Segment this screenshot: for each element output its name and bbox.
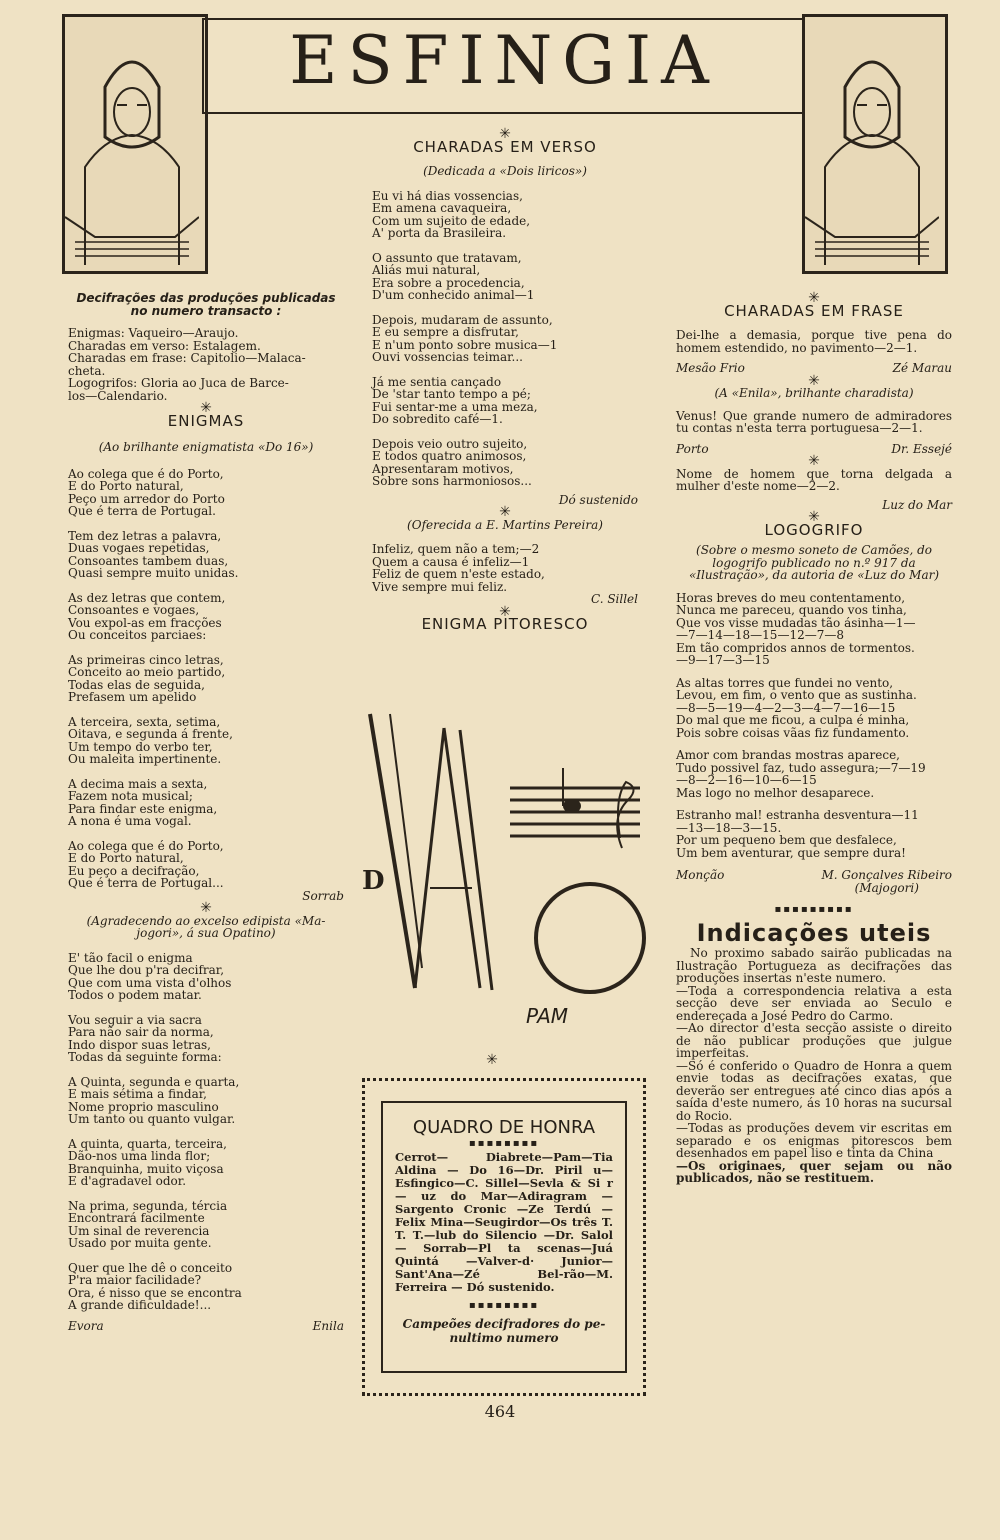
signature-author: Dr. Essejé: [891, 441, 952, 456]
separator-star: ✳: [486, 1052, 498, 1068]
charada: Dei-lhe a demasia, porque tive pena do homem estendido, no pavimento—2—1.: [676, 328, 952, 355]
charada: Nome de homem que torna delgada a mulher d'este nome—2—2.: [676, 466, 952, 493]
signature: Dó sustenido: [558, 492, 638, 507]
stanza: A quinta, quarta, terceira, Dão-nos uma linda flor; Branquinha, muito viçosa E d'agradavel odor.: [68, 1136, 227, 1188]
signature-place: Porto: [676, 441, 709, 456]
quadro-de-honra-inner: [381, 1101, 627, 1373]
enigma-pitoresco-drawing: [360, 708, 650, 1038]
dedication: (Agradecendo ao excelso edipista «Ma- jogori», á sua Opatino): [86, 913, 326, 940]
stanza: Depois veio outro sujeito, E todos quatro animosos, Apresentaram motivos, Sobre sons harmoniosos...: [372, 436, 532, 488]
dedication: (Oferecida a E. Martins Pereira): [407, 517, 603, 532]
separator-star: ✳: [808, 372, 820, 389]
decifracoes-title: Decifrações das produções publicadas no numero transacto :: [76, 291, 336, 318]
signature: C. Sillel: [590, 592, 638, 606]
separator-star: ✳: [808, 290, 820, 306]
enigma-pitoresco-title: ENIGMA PITORESCO: [421, 615, 589, 633]
signature-row: [68, 1320, 344, 1333]
logogrifo-title: LOGOGRIFO: [764, 520, 864, 539]
signature-place: Monção: [676, 868, 725, 882]
indicacao-item: —Toda a correspondencia relativa a esta secção deve ser enviada ao Seculo e endereçada a José Pedro do Carmo.: [676, 983, 952, 1023]
indicacoes-title: Indicações uteis: [696, 918, 932, 947]
sphinx-illustration-right: [802, 14, 948, 274]
stanza: Infeliz, quem não a tem;—2 Quem a causa é infeliz—1 Feliz de quem n'este estado, Vive sempre mui feliz.: [372, 542, 545, 594]
stanza: Eu vi há dias vossencias, Em amena cavaqueira, Com um sujeito de edade, A' porta da Brasileira.: [372, 188, 531, 240]
page-number: 464: [484, 1402, 516, 1421]
stanza: As primeiras cinco letras, Conceito ao meio partido, Todas elas de seguida, Prefasem um apelido: [68, 652, 226, 704]
separator-star: ✳: [499, 603, 511, 620]
stanza: Quer que lhe dê o conceito P'ra maior facilidade? Ora, é nisso que se encontra A grande dificuldade!...: [68, 1260, 242, 1312]
ornament: ▪▪▪▪▪▪▪▪: [468, 1300, 540, 1311]
stanza: A terceira, sexta, setima, Oitava, e segunda á frente, Um tempo do verbo ter, Ou maleita impertinente.: [68, 714, 233, 766]
sphinx-illustration-left: [62, 14, 208, 274]
stanza: E' tão facil o enigma Que lhe dou p'ra decifrar, Que com uma vista d'olhos Todos o podem matar.: [68, 950, 232, 1002]
right-column: [676, 292, 952, 1185]
stanza: Horas breves do meu contentamento, Nunca me pareceu, quando vos tinha, Que vos visse mudadas tão ásinha—1— —7—14—18—15—12—7—8 Em tão compridos annos de tormentos. —9—17—3—15: [676, 590, 916, 667]
quadro-de-honra-box: [362, 1078, 646, 1396]
stanza: Vou seguir a via sacra Para não sair da norma, Indo dispor suas letras, Todas da seguinte forma:: [68, 1012, 222, 1064]
dedication: (A «Enila», brilhante charadista): [714, 386, 914, 400]
quadro-de-honra-names: Cerrot— Diabrete—Pam—Tia Aldina — Do 16—Dr. Piril u— Esfingico—C. Sillel—Sevla & Si r— uz do Mar—Adiragram —Sargento Cronic —Ze Terdú — Felix Mina—Seugirdor—Os três T. T. T.—lub do Silencio —Dr. Salol — Sorrab—Pl ta scenas—Juá Quintá —Valver-d· Junior—Sant'Ana—Zé Bel-rão—M. Ferreira — Dó sustenido.: [395, 1150, 613, 1294]
separator-star: ✳: [808, 509, 820, 525]
indicacao-item: No proximo sabado sairão publicadas na Ilustração Portugueza as decifrações das produções insertas n'este numero.: [676, 946, 952, 985]
signature-row: [676, 869, 952, 894]
indicacao-item: —Ao director d'esta secção assiste o direito de não publicar produções que julgue imperfeitas.: [676, 1021, 952, 1060]
stanza: Amor com brandas mostras aparece, Tudo possivel faz, tudo assegura;—7—19 —8—2—16—10—6—15 Mas logo no melhor desaparece.: [676, 748, 926, 800]
signature-author: Enila: [312, 1318, 344, 1333]
stanza: Tem dez letras a palavra, Duas vogaes repetidas, Consoantes tambem duas, Quasi sempre muito unidas.: [68, 528, 239, 580]
left-column: [68, 292, 344, 1332]
stanza: As altas torres que fundei no vento, Levou, em fim, o vento que as sustinha. —8—5—19—4—2—3—4—7—16—15 Do mal que me ficou, a culpa é minha, Pois sobre coisas vãas fiz fundamento.: [676, 675, 917, 740]
stanza: Na prima, segunda, tércia Encontrará facilmente Um sinal de reverencia Usado por muita gente.: [68, 1198, 228, 1250]
drawing-letter-d: D: [362, 866, 385, 896]
decif-line: Enigmas: Vaqueiro—Araujo.: [68, 326, 239, 340]
stanza: Ao colega que é do Porto, E do Porto natural, Peço um arredor do Porto Que é terra de Portugal.: [68, 466, 225, 518]
stanza: Estranho mal! estranha desventura—11 —13—18—3—15. Por um pequeno bem que desfalece, Um bem aventurar, que sempre dura!: [676, 808, 919, 860]
signature-author: M. Gonçalves Ribeiro (Majogori): [821, 868, 952, 895]
separator-star: ✳: [808, 453, 820, 469]
indicacao-item: —Só é conferido o Quadro de Honra a quem envie todas as decifrações exatas, que deverão ser entregues até cinco dias após a saída d'este numero, ás 10 horas na sucursal do Rocio.: [676, 1058, 952, 1123]
stanza: A Quinta, segunda e quarta, E mais sétima a findar, Nome proprio masculino Um tanto ou quanto vulgar.: [68, 1074, 240, 1126]
stanza: Depois, mudaram de assunto, E eu sempre a disfrutar, E n'um ponto sobre musica—1 Ouvi vossencias teimar...: [372, 312, 558, 364]
separator-star: ✳: [200, 900, 212, 916]
decif-line: Logogrifos: Gloria ao Juca de Barce- los—Calendario.: [68, 376, 289, 403]
masthead-title: ESFINGIA: [289, 22, 719, 99]
indicacao-item: —Todas as produções devem vir escritas em separado e os enigmas pitorescos bem desenhados em papel liso e tinta da China: [676, 1121, 952, 1160]
stanza: O assunto que tratavam, Aliás mui natural, Era sobre a procedencia, D'um conhecido animal—1: [372, 250, 535, 302]
decif-line: Charadas em verso: Estalagem.: [68, 338, 261, 353]
quadro-de-honra-footer: Campeões decifradores do pe- nultimo numero: [402, 1317, 606, 1345]
signature: Sorrab: [302, 888, 344, 903]
charada: Venus! Que grande numero de admiradores tu contas n'esta terra portuguesa—2—1.: [676, 408, 952, 435]
charadas-dedication: (Dedicada a «Dois liricos»): [423, 164, 587, 178]
charadas-verso-title: CHARADAS EM VERSO: [413, 137, 597, 156]
separator-star: ✳: [499, 504, 511, 520]
ornament: ▪▪▪▪▪▪▪▪: [468, 1138, 540, 1149]
decif-line: Charadas em frase: Capitolio—Malaca- cheta.: [68, 351, 306, 378]
separator-star: ✳: [499, 126, 511, 142]
stanza: As dez letras que contem, Consoantes e vogaes, Vou expol-as em fracções Ou conceitos parciaes:: [68, 590, 226, 642]
stanza: Já me sentia cançado De 'star tanto tempo a pé; Fui sentar-me a uma meza, Do sobredito café—1.: [372, 374, 538, 426]
signature-author: Zé Marau: [892, 361, 952, 375]
drawing-signature: PAM: [526, 1004, 569, 1028]
logogrifo-dedication: (Sobre o mesmo soneto de Camões, do logogrifo publicado no n.º 917 da «Ilustração», da autoria de «Luz do Mar): [688, 543, 940, 582]
signature-place: Mesão Frio: [676, 361, 745, 375]
separator-star: ✳: [200, 400, 212, 416]
stanza: A decima mais a sexta, Fazem nota musical; Para findar este enigma, A nona é uma vogal.: [68, 776, 218, 828]
indicacao-item: —Os originaes, quer sejam ou não publicados, não se restituem.: [676, 1158, 952, 1185]
ornament: ▪▪▪▪▪▪▪▪▪: [774, 904, 854, 915]
charadas-frase-title: CHARADAS EM FRASE: [724, 301, 904, 320]
middle-column: [372, 128, 638, 631]
signature: Luz do Mar: [882, 497, 952, 512]
enigmas-title: ENIGMAS: [167, 411, 245, 430]
signature-place: Evora: [68, 1318, 104, 1333]
enigmas-dedication: (Ao brilhante enigmatista «Do 16»): [98, 440, 314, 454]
quadro-de-honra-title: QUADRO DE HONRA: [412, 1117, 596, 1138]
stanza: Ao colega que é do Porto, E do Porto natural, Eu peço a decifração, Que é terra de Portugal...: [68, 838, 224, 890]
